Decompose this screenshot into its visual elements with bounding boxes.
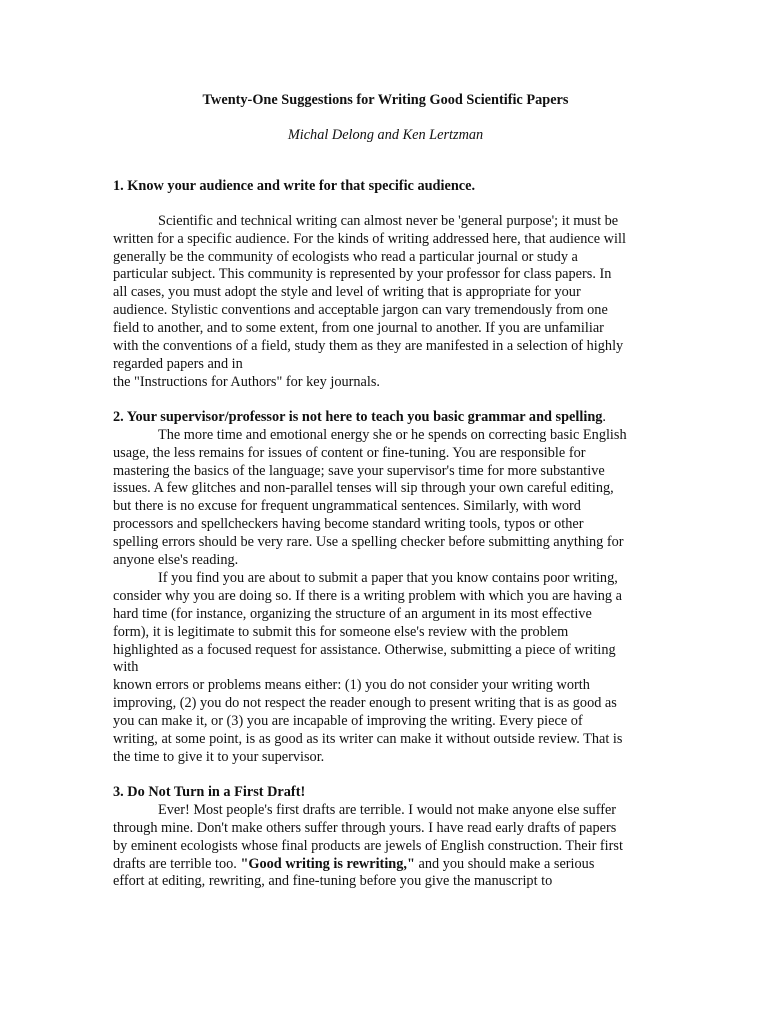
paragraph-line: form), it is legitimate to submit this for someone else's review with the problem xyxy=(113,623,569,640)
section-2-heading-text: 2. Your supervisor/professor is not here to teach you basic grammar and spelling xyxy=(113,408,603,425)
paragraph-line: anyone else's reading. xyxy=(113,552,239,569)
paragraph-line: audience. Stylistic conventions and acceptable jargon can vary tremendously from one xyxy=(113,302,608,319)
paragraph-line: usage, the less remains for issues of content or fine-tuning. You are responsible for xyxy=(113,444,586,461)
paragraph-line: highlighted as a focused request for assistance. Otherwise, submitting a piece of writing xyxy=(113,641,616,658)
paragraph-line: generally be the community of ecologists who read a particular journal or study a xyxy=(113,248,578,265)
paragraph-line: consider why you are doing so. If there is a writing problem with which you are having a xyxy=(113,587,622,604)
document-authors: Michal Delong and Ken Lertzman xyxy=(287,126,484,143)
section-2-paragraph-1 xyxy=(113,427,658,570)
section-2-heading xyxy=(113,409,658,427)
paragraph-line: issues. A few glitches and non-parallel tenses will sip through your own careful editing, xyxy=(113,480,614,497)
paragraph-line: Scientific and technical writing can almost never be 'general purpose'; it must be xyxy=(158,212,619,229)
section-1-paragraph-1 xyxy=(113,213,658,392)
paragraph-line: the time to give it to your supervisor. xyxy=(113,749,325,765)
paragraph-line: through mine. Don't make others suffer through yours. I have read early drafts of papers xyxy=(113,819,617,836)
emphasis-quote: "Good writing is rewriting," xyxy=(240,855,415,872)
paragraph-line: mastering the basics of the language; save your supervisor's time for more substantive xyxy=(113,462,605,479)
paragraph-line: the "Instructions for Authors" for key journals. xyxy=(113,373,380,390)
document-page xyxy=(113,92,658,891)
paragraph-line: hard time (for instance, organizing the structure of an argument in its most effective xyxy=(113,605,592,622)
paragraph-line: improving, (2) you do not respect the reader enough to present writing that is as good as xyxy=(113,695,617,712)
document-title: Twenty-One Suggestions for Writing Good Scientific Papers xyxy=(202,92,569,108)
paragraph-line xyxy=(113,856,658,874)
paragraph-line: written for a specific audience. For the kinds of writing addressed here, that audience will xyxy=(113,230,626,247)
paragraph-line: all cases, you must adopt the style and level of writing that is appropriate for your xyxy=(113,284,581,301)
paragraph-line: but there is no excuse for frequent ungrammatical sentences. Similarly, with word xyxy=(113,498,581,515)
section-3-paragraph-1 xyxy=(113,802,658,892)
paragraph-line: writing, at some point, is as good as its writer can make it without outside review. That is xyxy=(113,731,623,748)
paragraph-line: Ever! Most people's first drafts are terrible. I would not make anyone else suffer xyxy=(158,801,617,818)
paragraph-line: known errors or problems means either: (1) you do not consider your writing worth xyxy=(113,677,590,694)
paragraph-line: you can make it, or (3) you are incapable of improving the writing. Every piece of xyxy=(113,713,583,730)
paragraph-line: regarded papers and in xyxy=(113,355,243,372)
section-2-heading-period: . xyxy=(602,408,606,425)
paragraph-line: spelling errors should be very rare. Use a spelling checker before submitting anything for xyxy=(113,534,624,551)
paragraph-line: effort at editing, rewriting, and fine-tuning before you give the manuscript to xyxy=(113,873,553,890)
paragraph-line: The more time and emotional energy she or he spends on correcting basic English xyxy=(158,426,627,443)
paragraph-line: processors and spellcheckers having become standard writing tools, typos or other xyxy=(113,516,584,533)
line-text: and you should make a serious xyxy=(414,855,595,872)
line-text: drafts are terrible too. xyxy=(113,855,241,872)
section-3-heading: 3. Do Not Turn in a First Draft! xyxy=(113,783,306,800)
paragraph-line: particular subject. This community is represented by your professor for class papers. In xyxy=(113,266,612,283)
section-1-heading: 1. Know your audience and write for that specific audience. xyxy=(113,177,476,194)
paragraph-line: If you find you are about to submit a paper that you know contains poor writing, xyxy=(158,569,618,586)
paragraph-line: with the conventions of a field, study them as they are manifested in a selection of highly xyxy=(113,338,624,355)
paragraph-line: field to another, and to some extent, from one journal to another. If you are unfamiliar xyxy=(113,320,604,337)
section-2-paragraph-2 xyxy=(113,570,658,767)
paragraph-line: with xyxy=(113,659,139,676)
paragraph-line: by eminent ecologists whose final products are jewels of English construction. Their first xyxy=(113,837,623,854)
